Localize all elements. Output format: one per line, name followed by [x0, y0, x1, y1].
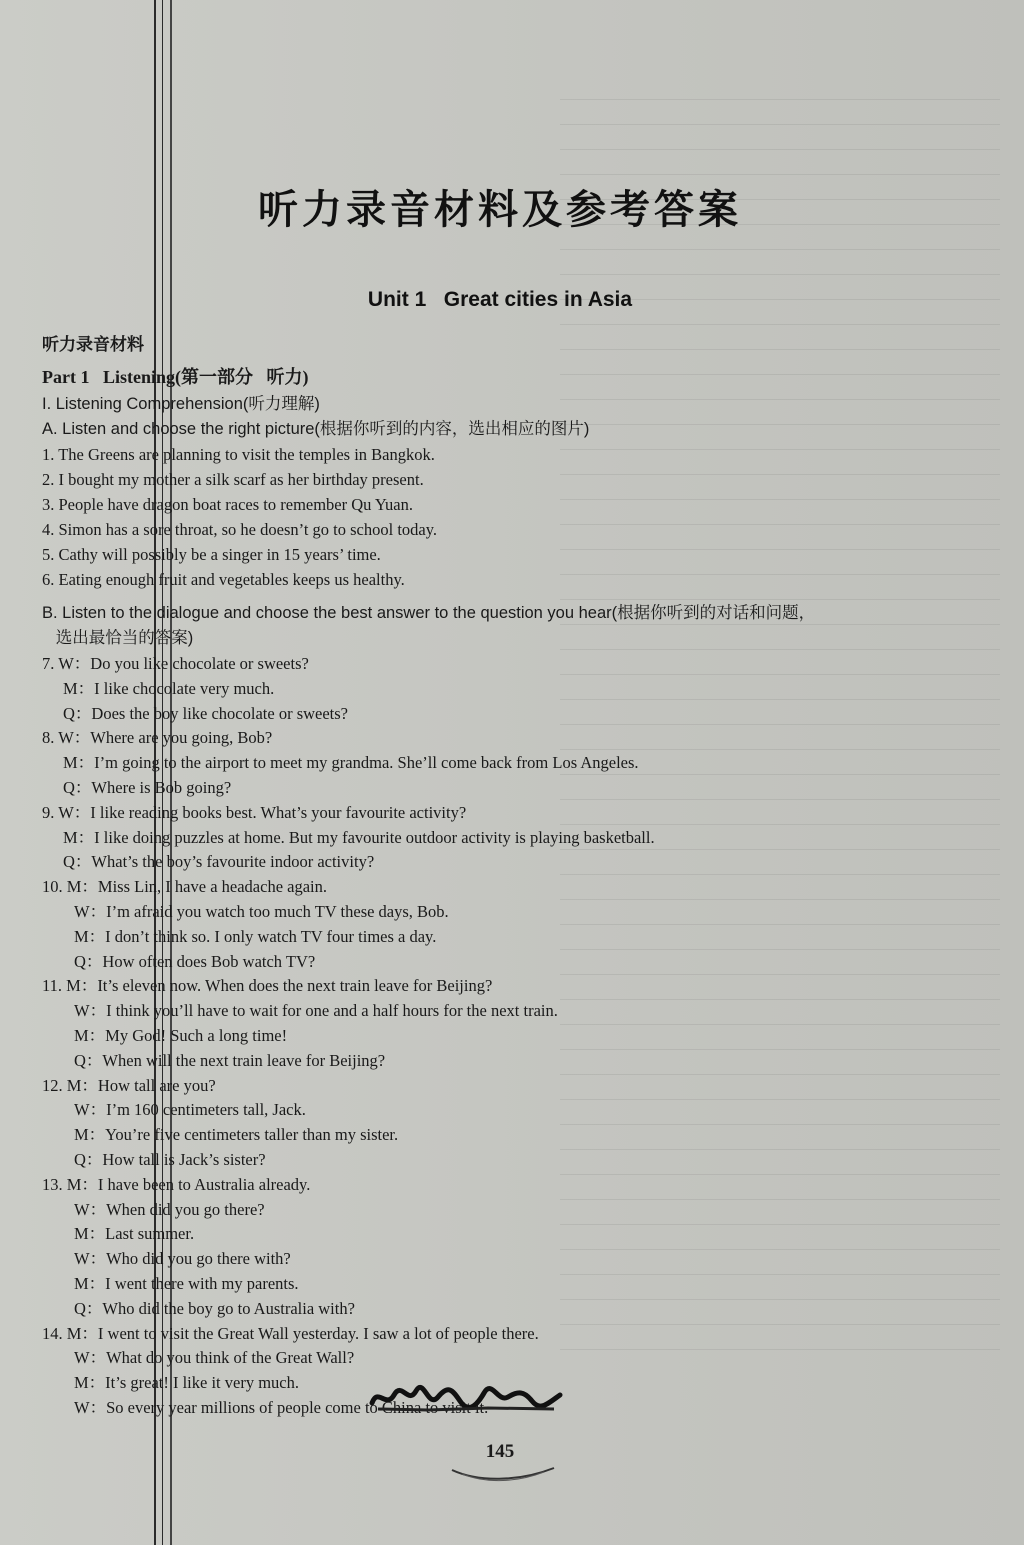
dialogue-text: How often does Bob watch TV? — [102, 951, 316, 971]
speaker-label: M： — [63, 753, 95, 773]
speaker-label: Q： — [63, 703, 92, 723]
dialogue-text: I have been to Australia already. — [97, 1174, 311, 1194]
dialogue-text: I like doing puzzles at home. But my favourite outdoor activity is playing basketball. — [94, 827, 655, 847]
dialogue-text: I went to visit the Great Wall yesterday. I saw a lot of people there. — [97, 1323, 539, 1343]
dialogue-text: I’m afraid you watch too much TV these days, Bob. — [106, 901, 449, 921]
dialogue-line — [42, 1198, 972, 1223]
dialogue-line — [42, 1222, 972, 1247]
dialogue-line — [42, 776, 972, 801]
handwritten-scribble — [368, 1383, 564, 1413]
speaker-label: M： — [66, 1075, 98, 1095]
speaker-label: W： — [58, 728, 91, 748]
dialogue-text: I think you’ll have to wait for one and a half hours for the next train. — [106, 1001, 558, 1021]
dialogue-list — [42, 652, 972, 1421]
dialogue-line — [42, 726, 972, 751]
section-title: 听力录音材料 — [42, 335, 144, 355]
dialogue-line — [42, 1272, 972, 1297]
dialogue-item — [42, 1074, 972, 1173]
speaker-label: Q： — [74, 1050, 103, 1070]
dialogue-text: Who did you go there with? — [106, 1249, 291, 1269]
dialogue-line — [42, 1123, 972, 1148]
speaker-label: Q： — [63, 777, 92, 797]
dialogue-line — [42, 1297, 972, 1322]
dialogue-text: I like chocolate very much. — [94, 678, 275, 698]
list-item: 6. Eating enough fruit and vegetables keeps us healthy. — [42, 570, 405, 589]
speaker-label: M： — [74, 1125, 106, 1145]
question-number: 7. — [42, 654, 59, 673]
dialogue-line — [42, 999, 972, 1024]
question-number: 11. — [42, 976, 67, 996]
dialogue-text: I went there with my parents. — [105, 1273, 299, 1293]
dialogue-line — [42, 826, 972, 851]
dialogue-text: Do you like chocolate or sweets? — [90, 654, 309, 673]
dialogue-line — [42, 950, 972, 975]
dialogue-item — [42, 974, 972, 1073]
question-number: 13. — [42, 1174, 67, 1194]
unit-title: Unit 1 Great cities in Asia — [367, 288, 633, 311]
speaker-label: Q： — [74, 1149, 103, 1169]
speaker-label: W： — [74, 1001, 107, 1021]
speaker-label: M： — [66, 877, 98, 897]
question-number: 12. — [42, 1075, 67, 1095]
dialogue-line — [42, 1049, 972, 1074]
dialogue-text: Last summer. — [105, 1224, 195, 1244]
dialogue-text: I don’t think so. I only watch TV four times a day. — [105, 926, 437, 946]
speaker-label: M： — [74, 1273, 106, 1293]
dialogue-text: I like reading books best. What’s your favourite activity? — [90, 802, 467, 822]
dialogue-line — [42, 850, 972, 875]
list-item: 5. Cathy will possibly be a singer in 15 years’ time. — [42, 545, 381, 564]
speaker-label: Q： — [63, 852, 92, 872]
dialogue-line — [42, 677, 972, 702]
speaker-label: W： — [58, 802, 91, 822]
page-title: 听力录音材料及参考答案 — [258, 187, 742, 233]
dialogue-line — [42, 925, 972, 950]
dialogue-text: What’s the boy’s favourite indoor activity? — [91, 852, 375, 872]
dialogue-text: When will the next train leave for Beijing? — [102, 1050, 386, 1070]
dialogue-line — [42, 1074, 972, 1099]
list-item: 3. People have dragon boat races to remember Qu Yuan. — [42, 495, 413, 514]
dialogue-text: How tall are you? — [97, 1075, 216, 1095]
instruction-b — [42, 601, 972, 651]
question-number: 14. — [42, 1323, 67, 1343]
part-title: Part 1 Listening(第一部分 听力) — [42, 367, 309, 387]
speaker-label: M： — [63, 678, 95, 698]
dialogue-line — [42, 1322, 972, 1347]
speaker-label: M： — [63, 827, 95, 847]
dialogue-text: Does the boy like chocolate or sweets? — [91, 703, 349, 723]
question-number: 10. — [42, 877, 67, 897]
dialogue-text: Miss Lin, I have a headache again. — [97, 877, 327, 897]
dialogue-text: You’re five centimeters taller than my sister. — [105, 1125, 399, 1145]
speaker-label: W： — [74, 1199, 107, 1219]
dialogue-line — [42, 1024, 972, 1049]
dialogue-line — [42, 875, 972, 900]
dialogue-line — [42, 652, 972, 677]
dialogue-line — [42, 974, 972, 999]
dialogue-line — [42, 1173, 972, 1198]
dialogue-text: I’m 160 centimeters tall, Jack. — [106, 1100, 306, 1120]
dialogue-text: How tall is Jack’s sister? — [102, 1149, 266, 1169]
instruction-a: A. Listen and choose the right picture(根据你听到的内容，选出相应的图片) — [42, 420, 590, 438]
dialogue-text: When did you go there? — [106, 1199, 265, 1219]
speaker-label: Q： — [74, 951, 103, 971]
dialogue-text: So every year millions of people come to China to visit it. — [106, 1397, 489, 1417]
comprehension-title: I. Listening Comprehension(听力理解) — [42, 395, 320, 413]
list-item: 2. I bought my mother a silk scarf as her birthday present. — [42, 470, 424, 489]
dialogue-item — [42, 875, 972, 974]
speaker-label: M： — [66, 1323, 98, 1343]
dialogue-line — [42, 1098, 972, 1123]
dialogue-item — [42, 652, 972, 726]
footer-ornament — [448, 1462, 558, 1484]
question-number: 9. — [42, 802, 59, 822]
instruction-b-line: 选出最恰当的答案) — [55, 629, 194, 647]
dialogue-line — [42, 702, 972, 727]
dialogue-item — [42, 801, 972, 875]
dialogue-line — [42, 1247, 972, 1272]
dialogue-text: I’m going to the airport to meet my grandma. She’ll come back from Los Angeles. — [94, 753, 639, 773]
dialogue-line — [42, 801, 972, 826]
speaker-label: M： — [74, 1373, 106, 1393]
dialogue-line — [42, 751, 972, 776]
dialogue-text: Where is Bob going? — [91, 777, 232, 797]
dialogue-line — [42, 1148, 972, 1173]
items-a — [42, 442, 972, 592]
speaker-label: M： — [74, 926, 106, 946]
speaker-label: W： — [74, 1100, 107, 1120]
dialogue-text: It’s eleven now. When does the next train leave for Beijing? — [97, 976, 493, 996]
dialogue-item — [42, 726, 972, 800]
speaker-label: W： — [74, 1397, 107, 1417]
speaker-label: W： — [74, 1348, 107, 1368]
page-number: 145 — [485, 1441, 515, 1462]
speaker-label: W： — [58, 654, 91, 673]
instruction-b-line: B. Listen to the dialogue and choose the best answer to the question you hear(根据你听到的对话和问题， — [42, 604, 816, 622]
speaker-label: M： — [66, 1174, 98, 1194]
list-item: 1. The Greens are planning to visit the temples in Bangkok. — [42, 445, 435, 464]
dialogue-text: My God! Such a long time! — [105, 1025, 288, 1045]
question-number: 8. — [42, 728, 59, 748]
speaker-label: M： — [74, 1025, 106, 1045]
dialogue-text: What do you think of the Great Wall? — [106, 1348, 355, 1368]
speaker-label: M： — [74, 1224, 106, 1244]
dialogue-text: It’s great! I like it very much. — [105, 1373, 299, 1393]
list-item: 4. Simon has a sore throat, so he doesn’t go to school today. — [42, 520, 438, 539]
speaker-label: W： — [74, 901, 107, 921]
dialogue-text: Who did the boy go to Australia with? — [102, 1298, 355, 1318]
dialogue-item — [42, 1173, 972, 1322]
speaker-label: W： — [74, 1249, 107, 1269]
speaker-label: Q： — [74, 1298, 103, 1318]
dialogue-line — [42, 900, 972, 925]
listening-material — [42, 330, 972, 1421]
speaker-label: M： — [66, 976, 98, 996]
dialogue-text: Where are you going, Bob? — [90, 728, 273, 748]
dialogue-line — [42, 1346, 972, 1371]
